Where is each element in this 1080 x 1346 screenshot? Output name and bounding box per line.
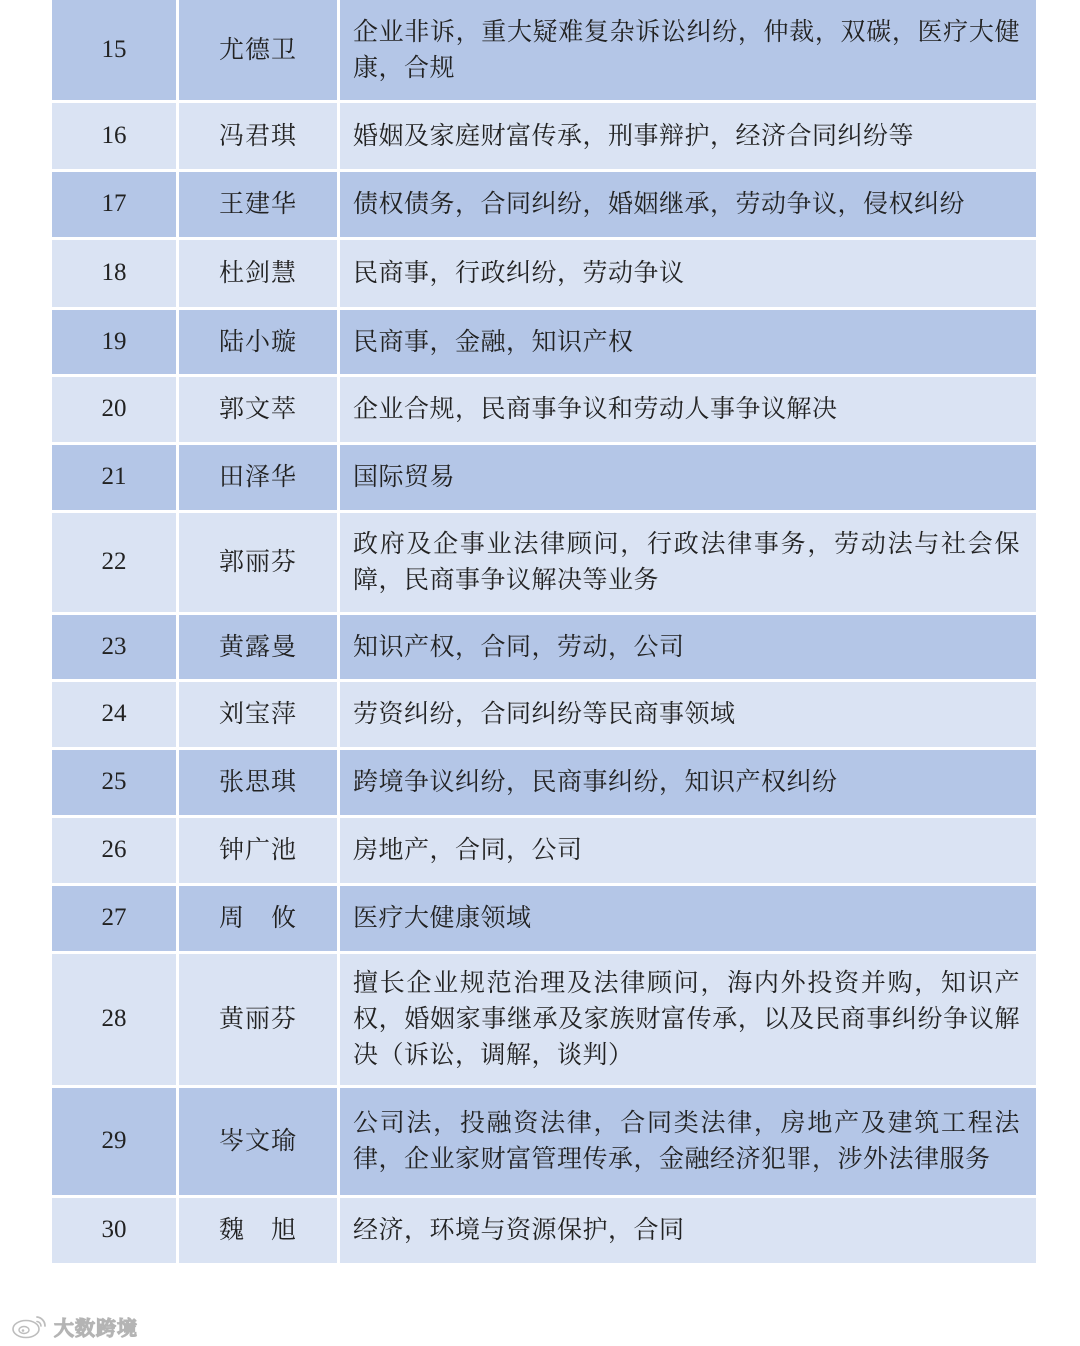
practice-area: 债权债务，合同纠纷，婚姻继承，劳动争议，侵权纠纷 (339, 170, 1037, 238)
practice-area: 公司法，投融资法律，合同类法律，房地产及建筑工程法律，企业家财富管理传承，金融经济犯罪，涉外法律服务 (339, 1086, 1037, 1196)
practice-area: 擅长企业规范治理及法律顾问，海内外投资并购，知识产权，婚姻家事继承及家族财富传承，以及民商事纠纷争议解决（诉讼，调解，谈判） (339, 952, 1037, 1086)
row-number: 17 (52, 170, 178, 238)
lawyer-name: 周 攸 (178, 884, 339, 952)
lawyer-name: 钟广池 (178, 816, 339, 884)
lawyer-name: 尤德卫 (178, 0, 339, 101)
table-row (52, 613, 1036, 680)
table-row (52, 238, 1036, 308)
lawyer-name: 陆小璇 (178, 308, 339, 375)
row-number: 25 (52, 748, 178, 816)
lawyer-name: 郭丽芬 (178, 511, 339, 613)
practice-area: 经济，环境与资源保护，合同 (339, 1196, 1037, 1264)
practice-area: 政府及企事业法律顾问，行政法律事务，劳动法与社会保障，民商事争议解决等业务 (339, 511, 1037, 613)
lawyer-table (52, 0, 1036, 1266)
row-number: 29 (52, 1086, 178, 1196)
row-number: 24 (52, 680, 178, 748)
lawyer-name: 魏 旭 (178, 1196, 339, 1264)
table-row (52, 0, 1036, 101)
practice-area: 民商事，行政纠纷，劳动争议 (339, 238, 1037, 308)
row-number: 16 (52, 101, 178, 170)
table-row (52, 375, 1036, 443)
table-row (52, 884, 1036, 952)
table-row (52, 443, 1036, 511)
row-number: 28 (52, 952, 178, 1086)
row-number: 15 (52, 0, 178, 101)
practice-area: 婚姻及家庭财富传承，刑事辩护，经济合同纠纷等 (339, 101, 1037, 170)
table-row (52, 170, 1036, 238)
lawyer-name: 张思琪 (178, 748, 339, 816)
row-number: 18 (52, 238, 178, 308)
row-number: 26 (52, 816, 178, 884)
row-number: 27 (52, 884, 178, 952)
practice-area: 国际贸易 (339, 443, 1037, 511)
table-row (52, 1086, 1036, 1196)
practice-area: 企业非诉，重大疑难复杂诉讼纠纷，仲裁，双碳，医疗大健康，合规 (339, 0, 1037, 101)
lawyer-name: 黄丽芬 (178, 952, 339, 1086)
lawyer-name: 郭文萃 (178, 375, 339, 443)
watermark (10, 1310, 138, 1342)
practice-area: 医疗大健康领域 (339, 884, 1037, 952)
row-number: 30 (52, 1196, 178, 1264)
lawyer-name: 王建华 (178, 170, 339, 238)
practice-area: 知识产权，合同，劳动，公司 (339, 613, 1037, 680)
row-number: 19 (52, 308, 178, 375)
lawyer-name: 刘宝萍 (178, 680, 339, 748)
practice-area: 房地产，合同，公司 (339, 816, 1037, 884)
practice-area: 跨境争议纠纷，民商事纠纷，知识产权纠纷 (339, 748, 1037, 816)
row-number: 22 (52, 511, 178, 613)
practice-area: 劳资纠纷，合同纠纷等民商事领域 (339, 680, 1037, 748)
row-number: 20 (52, 375, 178, 443)
table-row (52, 748, 1036, 816)
lawyer-name: 杜剑慧 (178, 238, 339, 308)
practice-area: 民商事，金融，知识产权 (339, 308, 1037, 375)
lawyer-name: 黄露曼 (178, 613, 339, 680)
table-row (52, 1196, 1036, 1264)
weibo-logo-icon (10, 1313, 48, 1339)
table-row (52, 308, 1036, 375)
table-row (52, 680, 1036, 748)
table-row (52, 511, 1036, 613)
table-row (52, 101, 1036, 170)
table-row (52, 952, 1036, 1086)
lawyer-name: 田泽华 (178, 443, 339, 511)
row-number: 23 (52, 613, 178, 680)
table-row (52, 816, 1036, 884)
practice-area: 企业合规，民商事争议和劳动人事争议解决 (339, 375, 1037, 443)
lawyer-name: 冯君琪 (178, 101, 339, 170)
lawyer-name: 岑文瑜 (178, 1086, 339, 1196)
row-number: 21 (52, 443, 178, 511)
watermark-text: 大数跨境 (54, 1315, 138, 1340)
